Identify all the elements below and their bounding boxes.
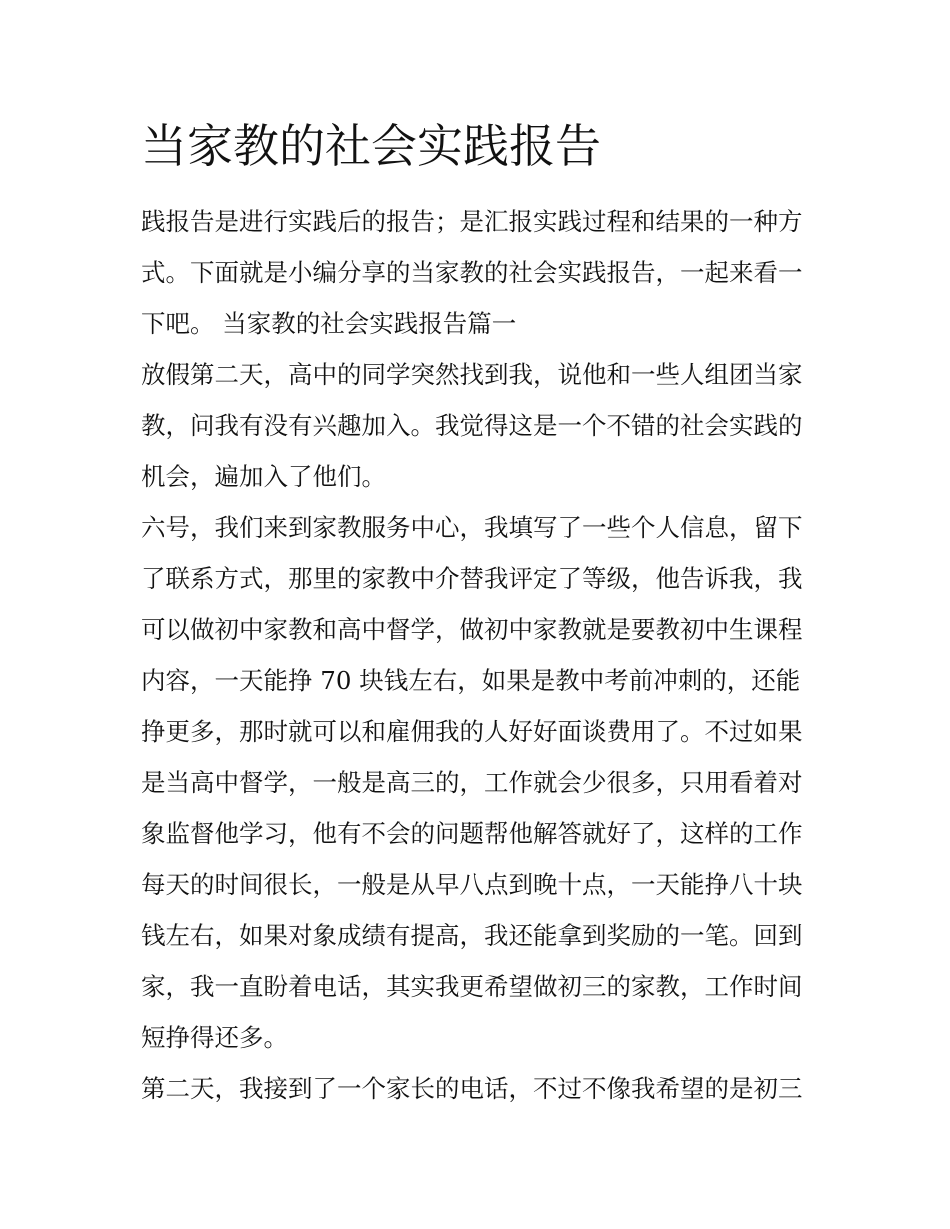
text-line: 第二天，我接到了一个家长的电话，不过不像我希望的是初三 xyxy=(141,1074,803,1103)
text-line: 象监督他学习，他有不会的问题帮他解答就好了，这样的工作 xyxy=(141,819,803,848)
text-line: 是当高中督学，一般是高三的，工作就会少很多，只用看着对 xyxy=(141,768,803,797)
text-line: 可以做初中家教和高中督学，做初中家教就是要教初中生课程 xyxy=(141,615,803,644)
text-line: 机会，遍加入了他们。 xyxy=(141,462,386,491)
text-line: 了联系方式，那里的家教中介替我评定了等级，他告诉我，我 xyxy=(141,564,803,593)
text-line: 每天的时间很长，一般是从早八点到晚十点，一天能挣八十块 xyxy=(141,870,803,899)
text-line: 践报告是进行实践后的报告；是汇报实践过程和结果的一种方 xyxy=(141,207,803,236)
text-line: 内容，一天能挣 70 块钱左右，如果是教中考前冲刺的，还能 xyxy=(141,666,801,695)
text-line: 挣更多，那时就可以和雇佣我的人好好面谈费用了。不过如果 xyxy=(141,717,803,746)
text-line: 式。下面就是小编分享的当家教的社会实践报告，一起来看一 xyxy=(141,258,803,287)
text-line: 短挣得还多。 xyxy=(141,1023,288,1052)
document-title: 当家教的社会实践报告 xyxy=(141,119,601,173)
text-line: 下吧。 当家教的社会实践报告篇一 xyxy=(141,309,517,338)
text-line: 钱左右，如果对象成绩有提高，我还能拿到奖励的一笔。回到 xyxy=(141,921,803,950)
text-line: 教，问我有没有兴趣加入。我觉得这是一个不错的社会实践的 xyxy=(141,411,803,440)
text-line: 六号，我们来到家教服务中心，我填写了一些个人信息，留下 xyxy=(141,513,803,542)
text-line: 家，我一直盼着电话，其实我更希望做初三的家教，工作时间 xyxy=(141,972,803,1001)
text-line: 放假第二天，高中的同学突然找到我，说他和一些人组团当家 xyxy=(141,360,803,389)
